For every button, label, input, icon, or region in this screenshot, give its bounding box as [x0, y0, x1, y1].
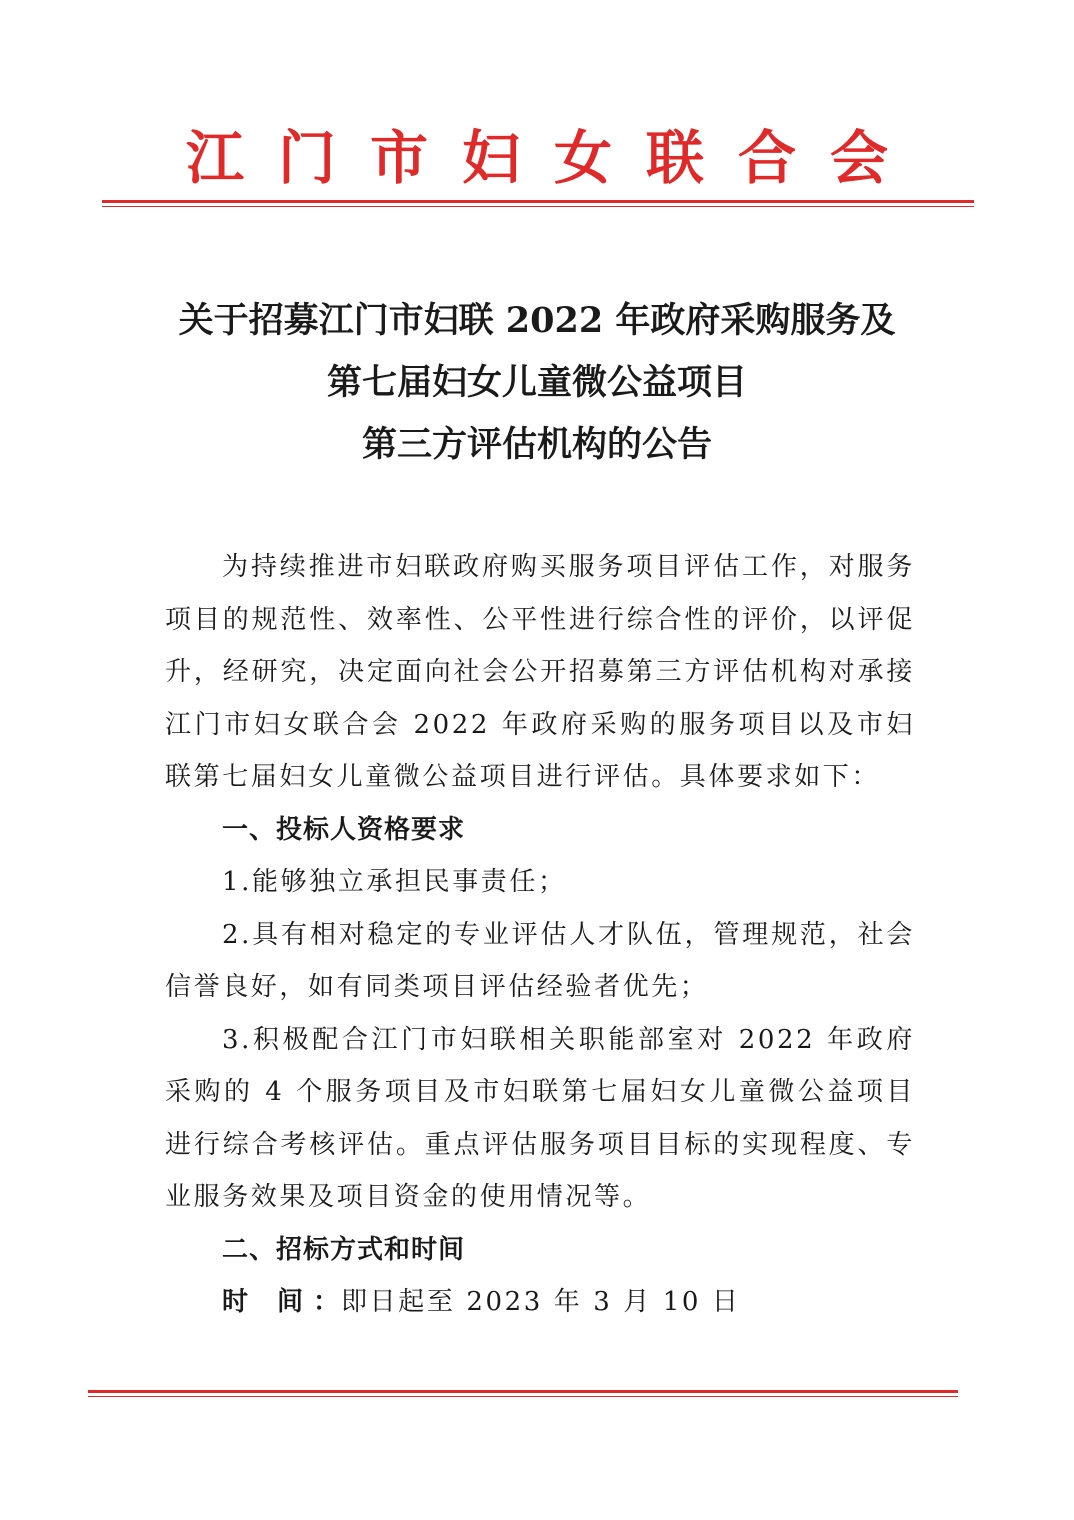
section-1-heading: 一、投标人资格要求: [222, 814, 466, 845]
document-body: [165, 541, 915, 1329]
top-red-rule: [102, 200, 974, 207]
bottom-red-rule: [88, 1390, 958, 1397]
time-label-text: 时 间: [222, 1287, 314, 1317]
section-2-heading: 二、招标方式和时间: [222, 1234, 466, 1265]
requirement-item-1: 1.能够独立承担民事责任；: [222, 867, 567, 897]
requirement-item-2: 2.具有相对稳定的专业评估人才队伍，管理规范，社会信誉良好，如有同类项目评估经验者优先；: [165, 919, 915, 1002]
title-line-2: 第七届妇女儿童微公益项目: [326, 362, 747, 403]
title-line-1: 关于招募江门市妇联 2022 年政府采购服务及: [178, 300, 896, 341]
time-value: 即日起至 2023 年 3 月 10 日: [341, 1287, 741, 1317]
time-label-colon: ：: [313, 1287, 342, 1317]
document-title: [0, 290, 1074, 476]
intro-paragraph: 为持续推进市妇联政府购买服务项目评估工作，对服务项目的规范性、效率性、公平性进行综合性的评价，以评促升，经研究，决定面向社会公开招募第三方评估机构对承接江门市妇女联合会 2022 年政府采购的服务项目以及市妇联第七届妇女儿童微公益项目进行评估。具体要求如下：: [165, 552, 915, 792]
title-line-3: 第三方评估机构的公告: [361, 424, 712, 465]
time-line: [165, 1276, 915, 1329]
requirement-item-3: 3.积极配合江门市妇联相关职能部室对 2022 年政府采购的 4 个服务项目及市妇联第七届妇女儿童微公益项目进行综合考核评估。重点评估服务项目目标的实现程度、专业服务效果及项目资金的使用情况等。: [165, 1024, 915, 1212]
time-label: [222, 1287, 341, 1317]
org-masthead: 江门市妇女联合会: [185, 124, 922, 192]
